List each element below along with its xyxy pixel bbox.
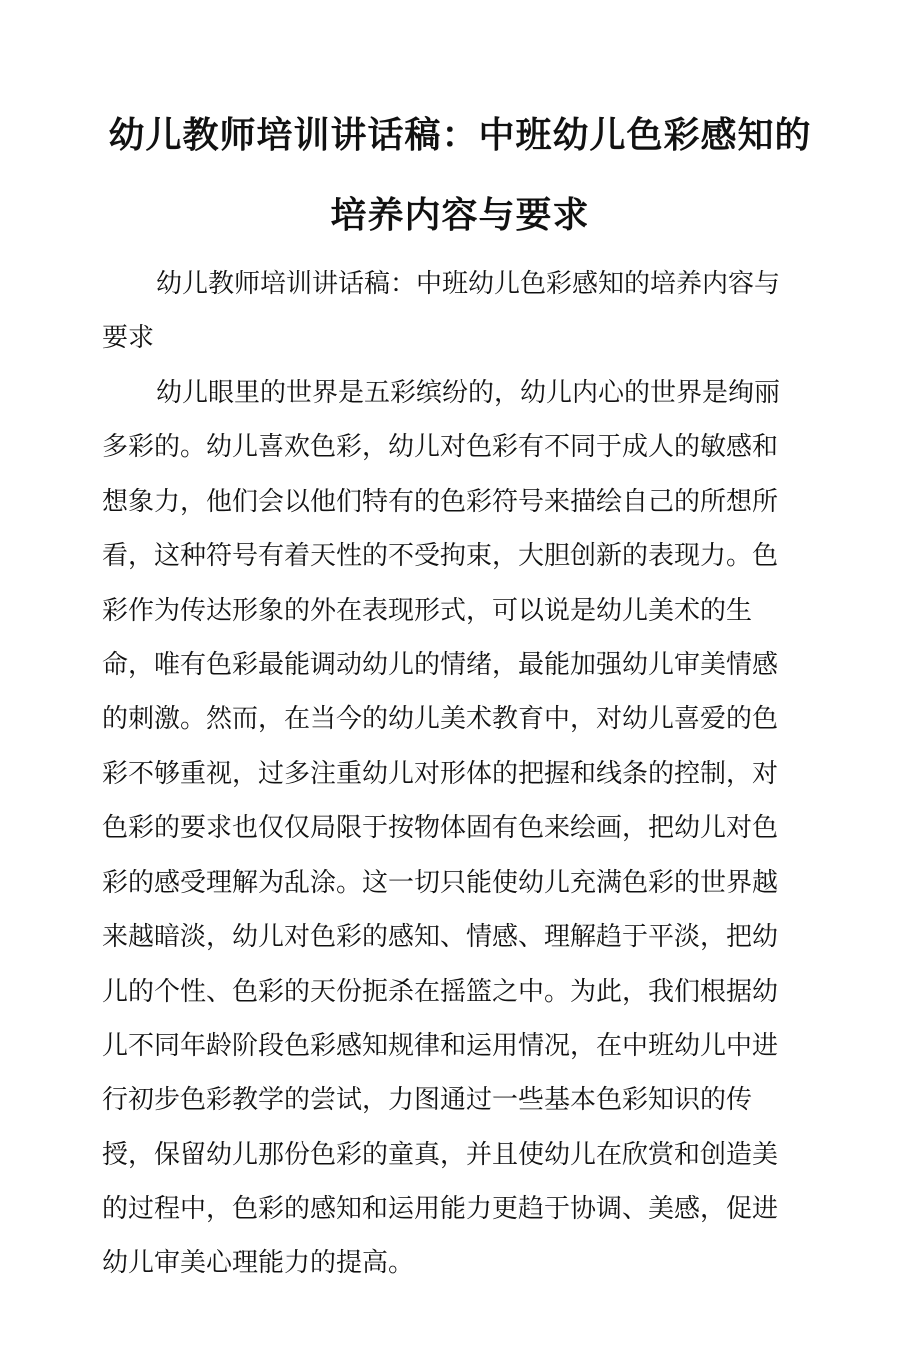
subtitle-line-2: 要求 (102, 323, 155, 353)
body-line: 行初步色彩教学的尝试，力图通过一些基本色彩知识的传 (102, 1085, 753, 1115)
body-line: 命，唯有色彩最能调动幼儿的情绪，最能加强幼儿审美情感 (102, 650, 779, 680)
document-title-line-1: 幼儿教师培训讲话稿：中班幼儿色彩感知的 (108, 115, 812, 156)
body-line: 想象力，他们会以他们特有的色彩符号来描绘自己的所想所 (102, 487, 779, 517)
body-line: 儿的个性、色彩的天份扼杀在摇篮之中。为此，我们根据幼 (102, 977, 779, 1007)
body-line: 彩的感受理解为乱涂。这一切只能使幼儿充满色彩的世界越 (102, 868, 779, 898)
body-line: 来越暗淡，幼儿对色彩的感知、情感、理解趋于平淡，把幼 (102, 922, 779, 952)
body-line: 授，保留幼儿那份色彩的童真，并且使幼儿在欣赏和创造美 (102, 1140, 779, 1170)
body-line: 儿不同年龄阶段色彩感知规律和运用情况，在中班幼儿中进 (102, 1031, 779, 1061)
body-line: 的过程中，色彩的感知和运用能力更趋于协调、美感，促进 (102, 1194, 779, 1224)
body-line: 看，这种符号有着天性的不受拘束，大胆创新的表现力。色 (102, 541, 779, 571)
body-line: 彩不够重视，过多注重幼儿对形体的把握和线条的控制，对 (102, 759, 779, 789)
body-line: 幼儿审美心理能力的提高。 (102, 1248, 415, 1278)
body-line: 幼儿眼里的世界是五彩缤纷的，幼儿内心的世界是绚丽 (156, 378, 781, 408)
body-line: 多彩的。幼儿喜欢色彩，幼儿对色彩有不同于成人的敏感和 (102, 432, 779, 462)
document-title-line-2: 培养内容与要求 (330, 195, 590, 236)
subtitle-line-1: 幼儿教师培训讲话稿：中班幼儿色彩感知的培养内容与 (156, 269, 781, 299)
body-line: 彩作为传达形象的外在表现形式，可以说是幼儿美术的生 (102, 596, 753, 626)
body-line: 色彩的要求也仅仅局限于按物体固有色来绘画，把幼儿对色 (102, 813, 779, 843)
body-line: 的刺激。然而，在当今的幼儿美术教育中，对幼儿喜爱的色 (102, 704, 779, 734)
